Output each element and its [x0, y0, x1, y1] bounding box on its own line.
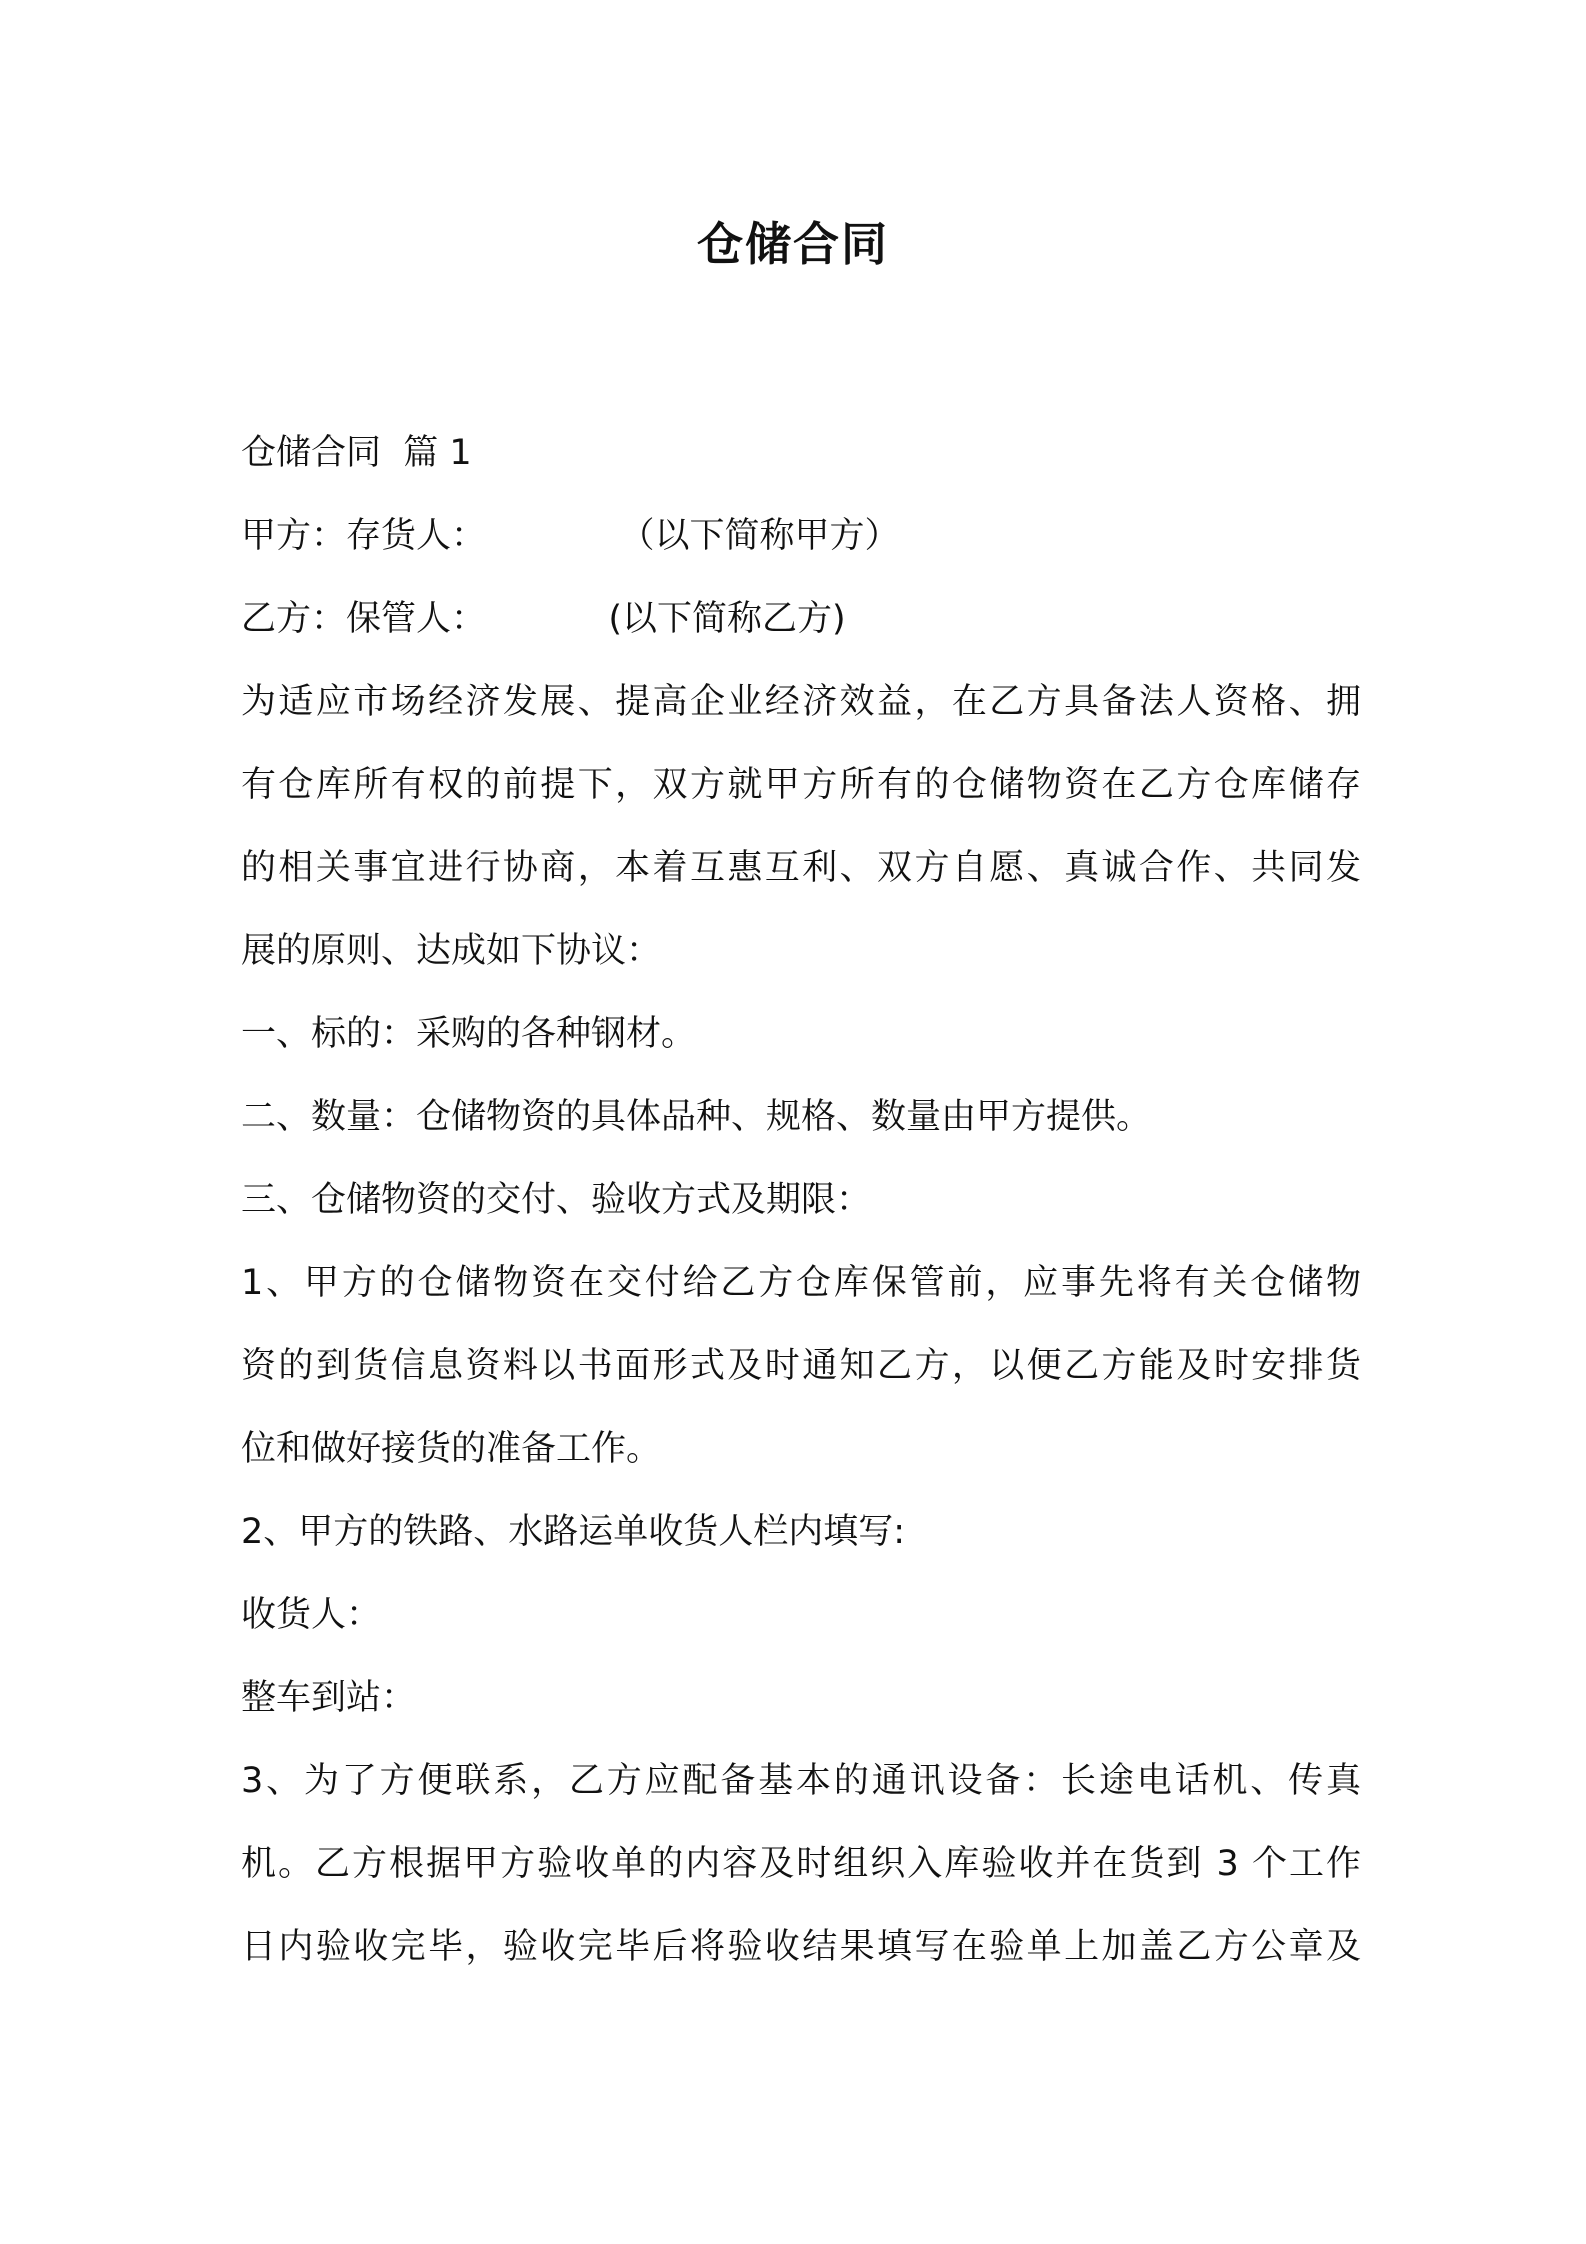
- party-b-line: 乙方：保管人： (以下简称乙方): [241, 599, 846, 639]
- clause-line: 三、仓储物资的交付、验收方式及期限：: [241, 1180, 872, 1220]
- paragraph-line: 展的原则、达成如下协议：: [241, 931, 662, 971]
- clause-line: 机。乙方根据甲方验收单的内容及时组织入库验收并在货到 3 个工作: [241, 1844, 1361, 1884]
- clause-line: 收货人：: [241, 1595, 382, 1635]
- clause-line: 2、甲方的铁路、水路运单收货人栏内填写:: [241, 1512, 906, 1552]
- clause-line: 资的到货信息资料以书面形式及时通知乙方，以便乙方能及时安排货: [241, 1346, 1361, 1386]
- clause-line: 日内验收完毕，验收完毕后将验收结果填写在验单上加盖乙方公章及: [241, 1927, 1361, 1967]
- section-heading: 仓储合同 篇 1: [241, 433, 472, 473]
- clause-line: 一、标的：采购的各种钢材。: [241, 1014, 697, 1054]
- paragraph-line: 有仓库所有权的前提下，双方就甲方所有的仓储物资在乙方仓库储存: [241, 765, 1361, 805]
- document-body: [241, 412, 1361, 1989]
- paragraph-line: 的相关事宜进行协商，本着互惠互利、双方自愿、真诚合作、共同发: [241, 848, 1361, 888]
- clause-line: 二、数量：仓储物资的具体品种、规格、数量由甲方提供。: [241, 1097, 1152, 1137]
- clause-line: 位和做好接货的准备工作。: [241, 1429, 662, 1469]
- document-title: 仓储合同: [697, 217, 889, 271]
- paragraph-line: 为适应市场经济发展、提高企业经济效益，在乙方具备法人资格、拥: [241, 682, 1361, 722]
- clause-line: 3、为了方便联系，乙方应配备基本的通讯设备：长途电话机、传真: [241, 1761, 1361, 1801]
- clause-line: 整车到站：: [241, 1678, 417, 1718]
- party-a-line: 甲方：存货人： （以下简称甲方）: [241, 516, 900, 556]
- clause-line: 1、甲方的仓储物资在交付给乙方仓库保管前，应事先将有关仓储物: [241, 1263, 1361, 1303]
